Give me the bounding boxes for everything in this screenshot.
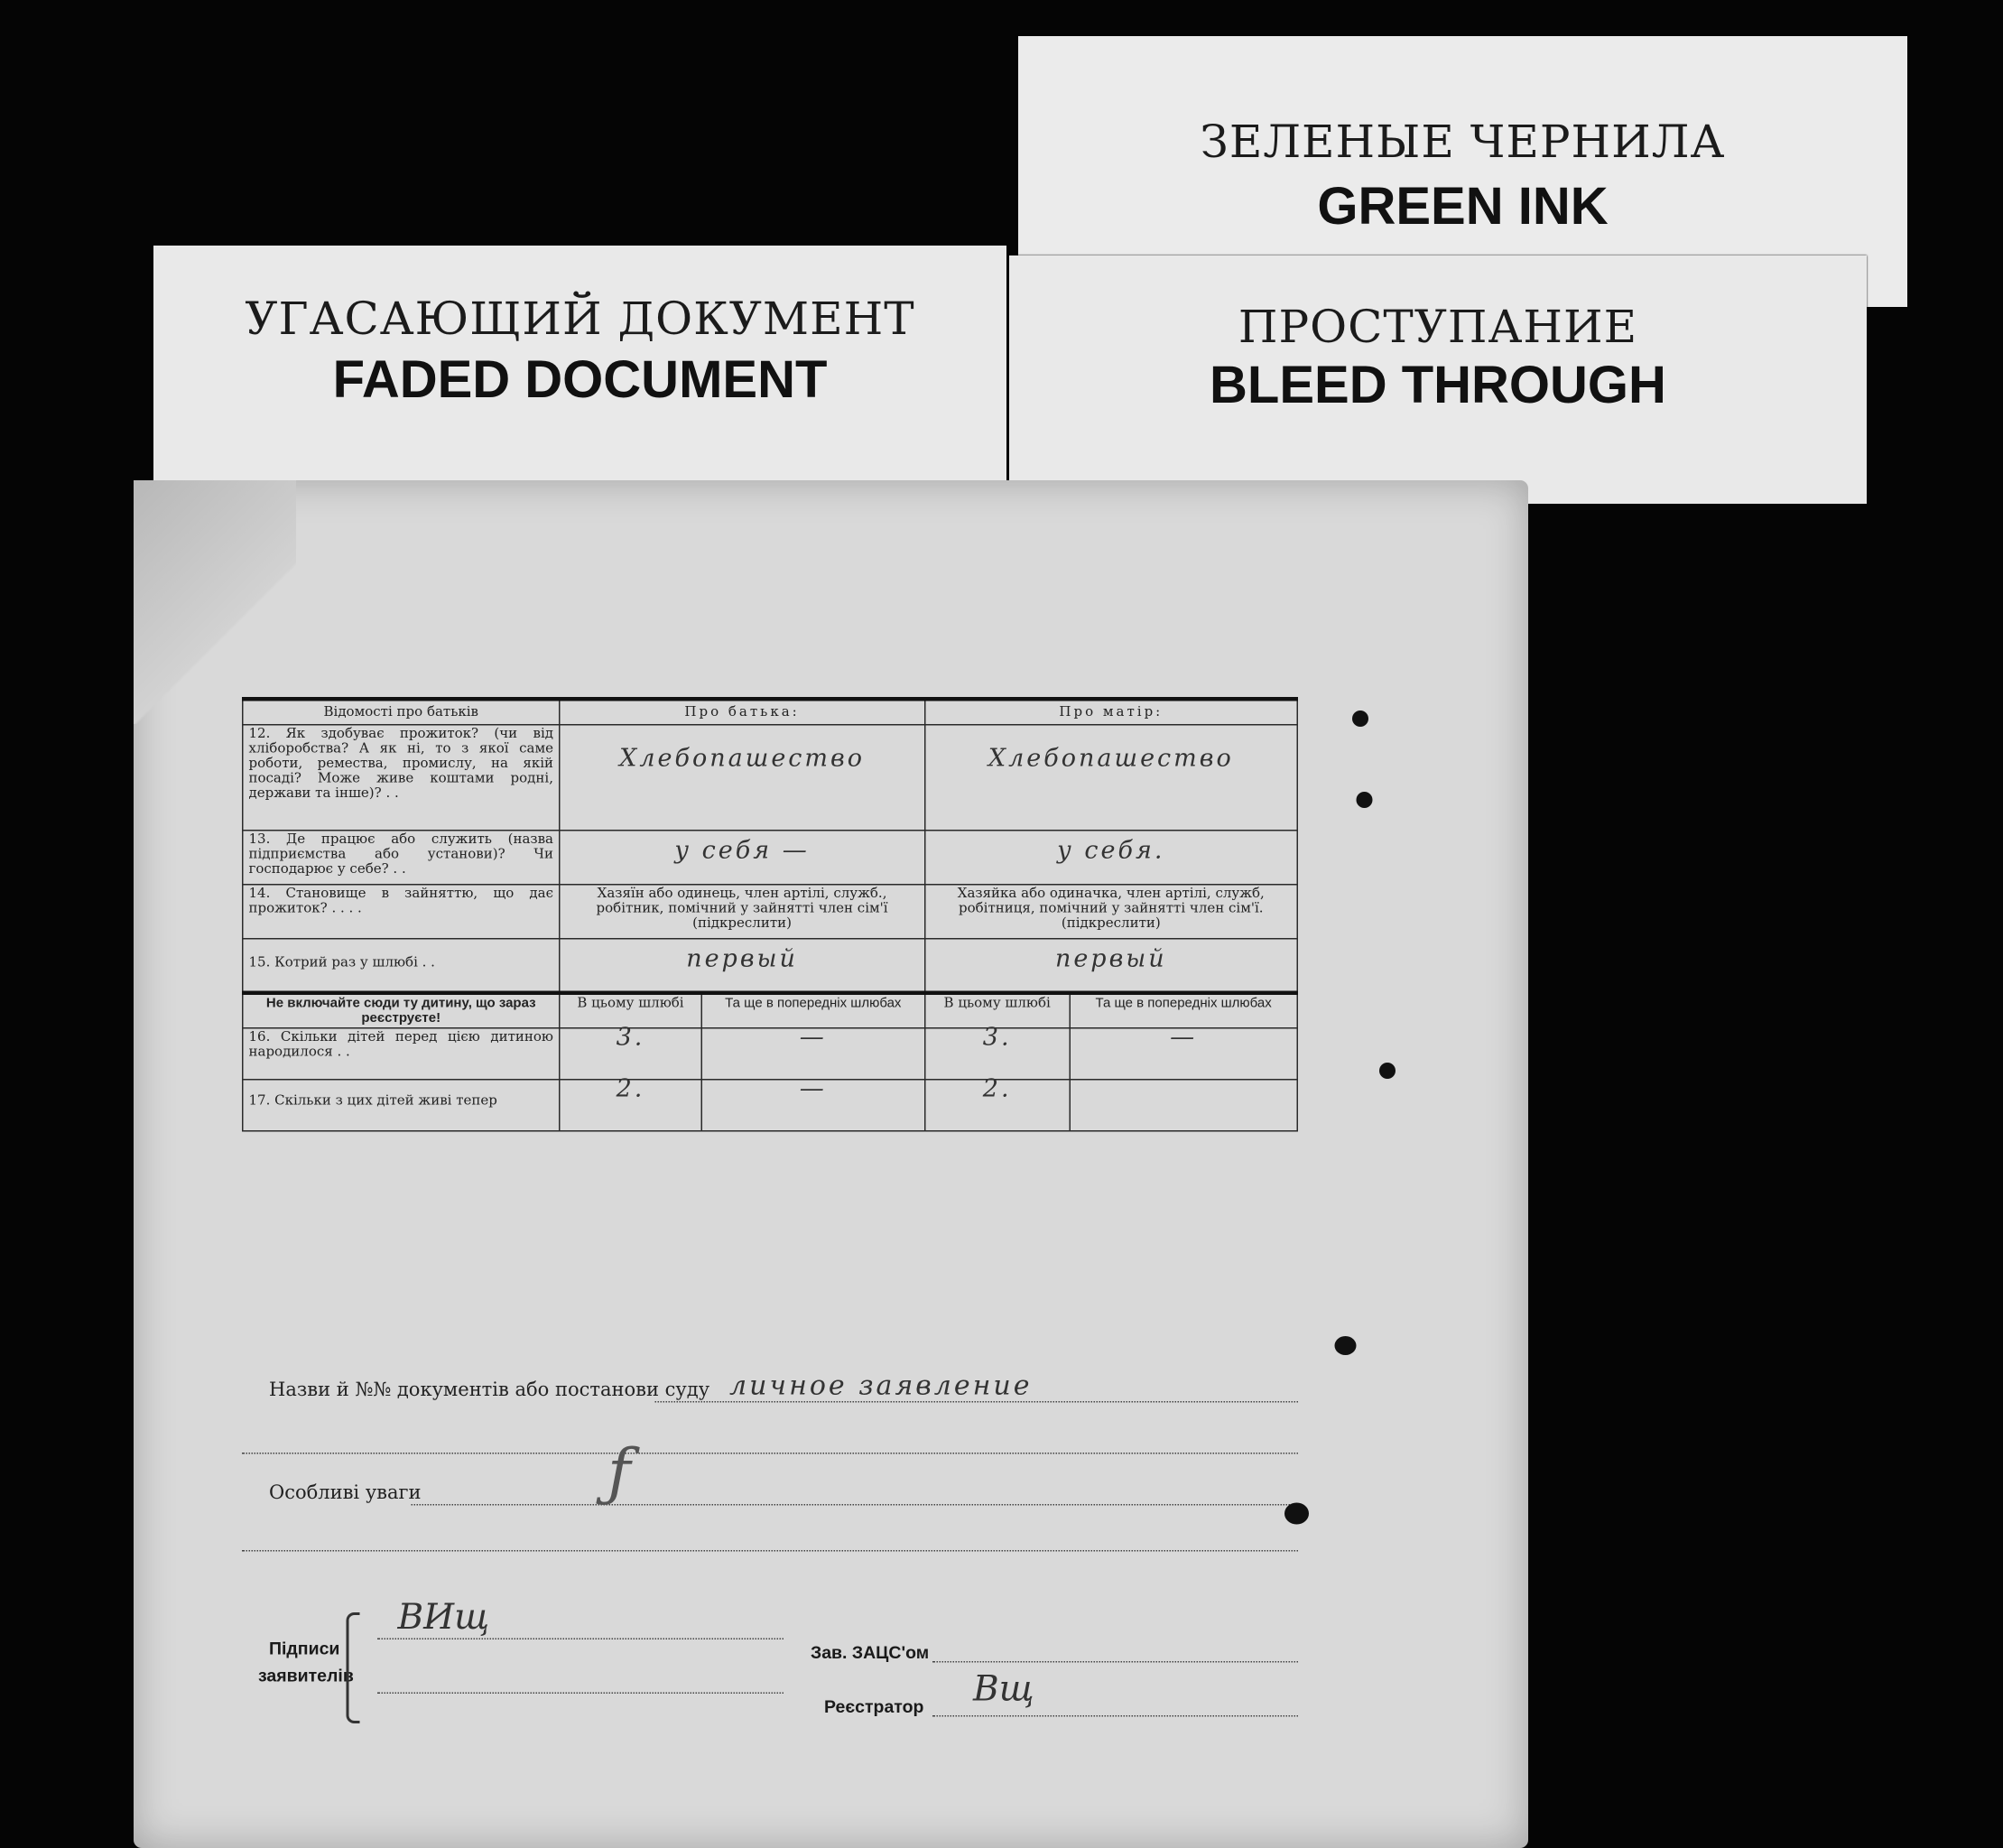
zags-label: Зав. ЗАЦС'ом [811, 1642, 930, 1663]
signature-line-1 [377, 1639, 784, 1640]
header-mother: Про матір: [924, 699, 1297, 725]
signatures-brace [347, 1612, 360, 1723]
notes-label: Особливі уваги [269, 1482, 422, 1504]
mother-children-prev: — [1070, 1028, 1297, 1080]
header-parents-info: Відомості про батьків [243, 699, 560, 725]
father-answer-12: Хлебопашество [560, 725, 925, 831]
registrar-signature: Вщ [973, 1669, 1034, 1710]
documents-dotted-line-2 [242, 1453, 1298, 1454]
father-alive-this: 2. [560, 1080, 701, 1131]
registrar-line [932, 1715, 1298, 1717]
father-this-marriage-header: В цьому шлюбі [560, 993, 701, 1028]
bleed-through-label-ru: ПРОСТУПАНИЕ [1238, 301, 1638, 353]
father-alive-prev: — [701, 1080, 924, 1131]
faded-document-label-card [153, 246, 1006, 507]
table-row [243, 885, 1298, 939]
mother-this-marriage-header: В цьому шлюбі [924, 993, 1070, 1028]
question-15: 15. Котрий раз у шлюбі . . [243, 939, 560, 993]
registrar-label: Реєстратор [824, 1696, 924, 1717]
table-row [243, 725, 1298, 831]
question-17: 17. Скільки з цих дітей живі тепер [243, 1080, 560, 1131]
parents-info-table [242, 697, 1298, 1132]
question-13: 13. Де працює або служить (назва підприємства або установи)? Чи господарює у себе? . . [243, 831, 560, 885]
table-header-row [243, 699, 1298, 725]
father-children-this: 3. [560, 1028, 701, 1080]
table-row [243, 1080, 1298, 1131]
punch-hole [1379, 1063, 1396, 1079]
green-ink-label-en: GREEN INK [1317, 177, 1609, 236]
header-father: Про батька: [560, 699, 925, 725]
initials-scribble: ƒ [607, 1435, 631, 1509]
father-answer-13: у себя — [560, 831, 925, 885]
children-header-row [243, 993, 1298, 1028]
mother-alive-this: 2. [924, 1080, 1070, 1131]
punch-hole [1352, 710, 1368, 727]
signature-line-2 [377, 1693, 784, 1695]
green-ink-label-ru: ЗЕЛЕНЫЕ ЧЕРНИЛА [1200, 116, 1726, 168]
bleed-through-label-card [1009, 255, 1867, 504]
question-16: 16. Скільки дітей перед цією дитиною народилося . . [243, 1028, 560, 1080]
bleed-through-label-en: BLEED THROUGH [1210, 356, 1666, 414]
mother-previous-header: Та ще в попередніх шлюбах [1070, 993, 1297, 1028]
notes-dotted-line [412, 1504, 1299, 1506]
father-answer-15: первый [560, 939, 925, 993]
faded-document-label-ru: УГАСАЮЩИЙ ДОКУМЕНТ [245, 293, 915, 345]
father-children-prev: — [701, 1028, 924, 1080]
mother-answer-13: у себя. [924, 831, 1297, 885]
mother-answer-15: первый [924, 939, 1297, 993]
question-12: 12. Як здобуває прожиток? (чи від хліборобства? А як ні, то з якої саме роботи, ремества, промислу, на якій посаді? Може живе коштами родні, держави та інше)? . . [243, 725, 560, 831]
punch-hole [1335, 1336, 1357, 1355]
registration-form-page [134, 480, 1528, 1848]
documents-value: личное заявление [729, 1369, 1033, 1401]
punch-hole [1284, 1503, 1309, 1525]
punch-hole [1357, 792, 1373, 808]
table-row [243, 831, 1298, 885]
signatures-label-2: заявителів [258, 1665, 354, 1685]
father-answer-14: Хазяїн або одинець, член артілі, служб., робітник, помічний у зайнятті член сім'ї (підкреслити) [560, 885, 925, 939]
mother-children-this: 3. [924, 1028, 1070, 1080]
faded-document-label-en: FADED DOCUMENT [332, 350, 828, 409]
zags-line [932, 1661, 1298, 1663]
children-note: Не включайте сюди ту дитину, що зараз реєструєте! [243, 993, 560, 1028]
question-14: 14. Становище в зайняттю, що дає прожиток? . . . . [243, 885, 560, 939]
table-row [243, 1028, 1298, 1080]
notes-dotted-line-2 [242, 1550, 1298, 1552]
applicant-signature: ВИщ [397, 1597, 490, 1639]
documents-label: Назви й №№ документів або постанови суду [269, 1379, 710, 1401]
table-row [243, 939, 1298, 993]
mother-alive-prev [1070, 1080, 1297, 1131]
mother-answer-14: Хазяйка або одиначка, член артілі, служб, робітниця, помічний у зайнятті член сім'ї. (підкреслити) [924, 885, 1297, 939]
father-previous-header: Та ще в попередніх шлюбах [701, 993, 924, 1028]
signatures-label-1: Підписи [269, 1638, 340, 1658]
documents-dotted-line [655, 1401, 1299, 1403]
mother-answer-12: Хлебопашество [924, 725, 1297, 831]
